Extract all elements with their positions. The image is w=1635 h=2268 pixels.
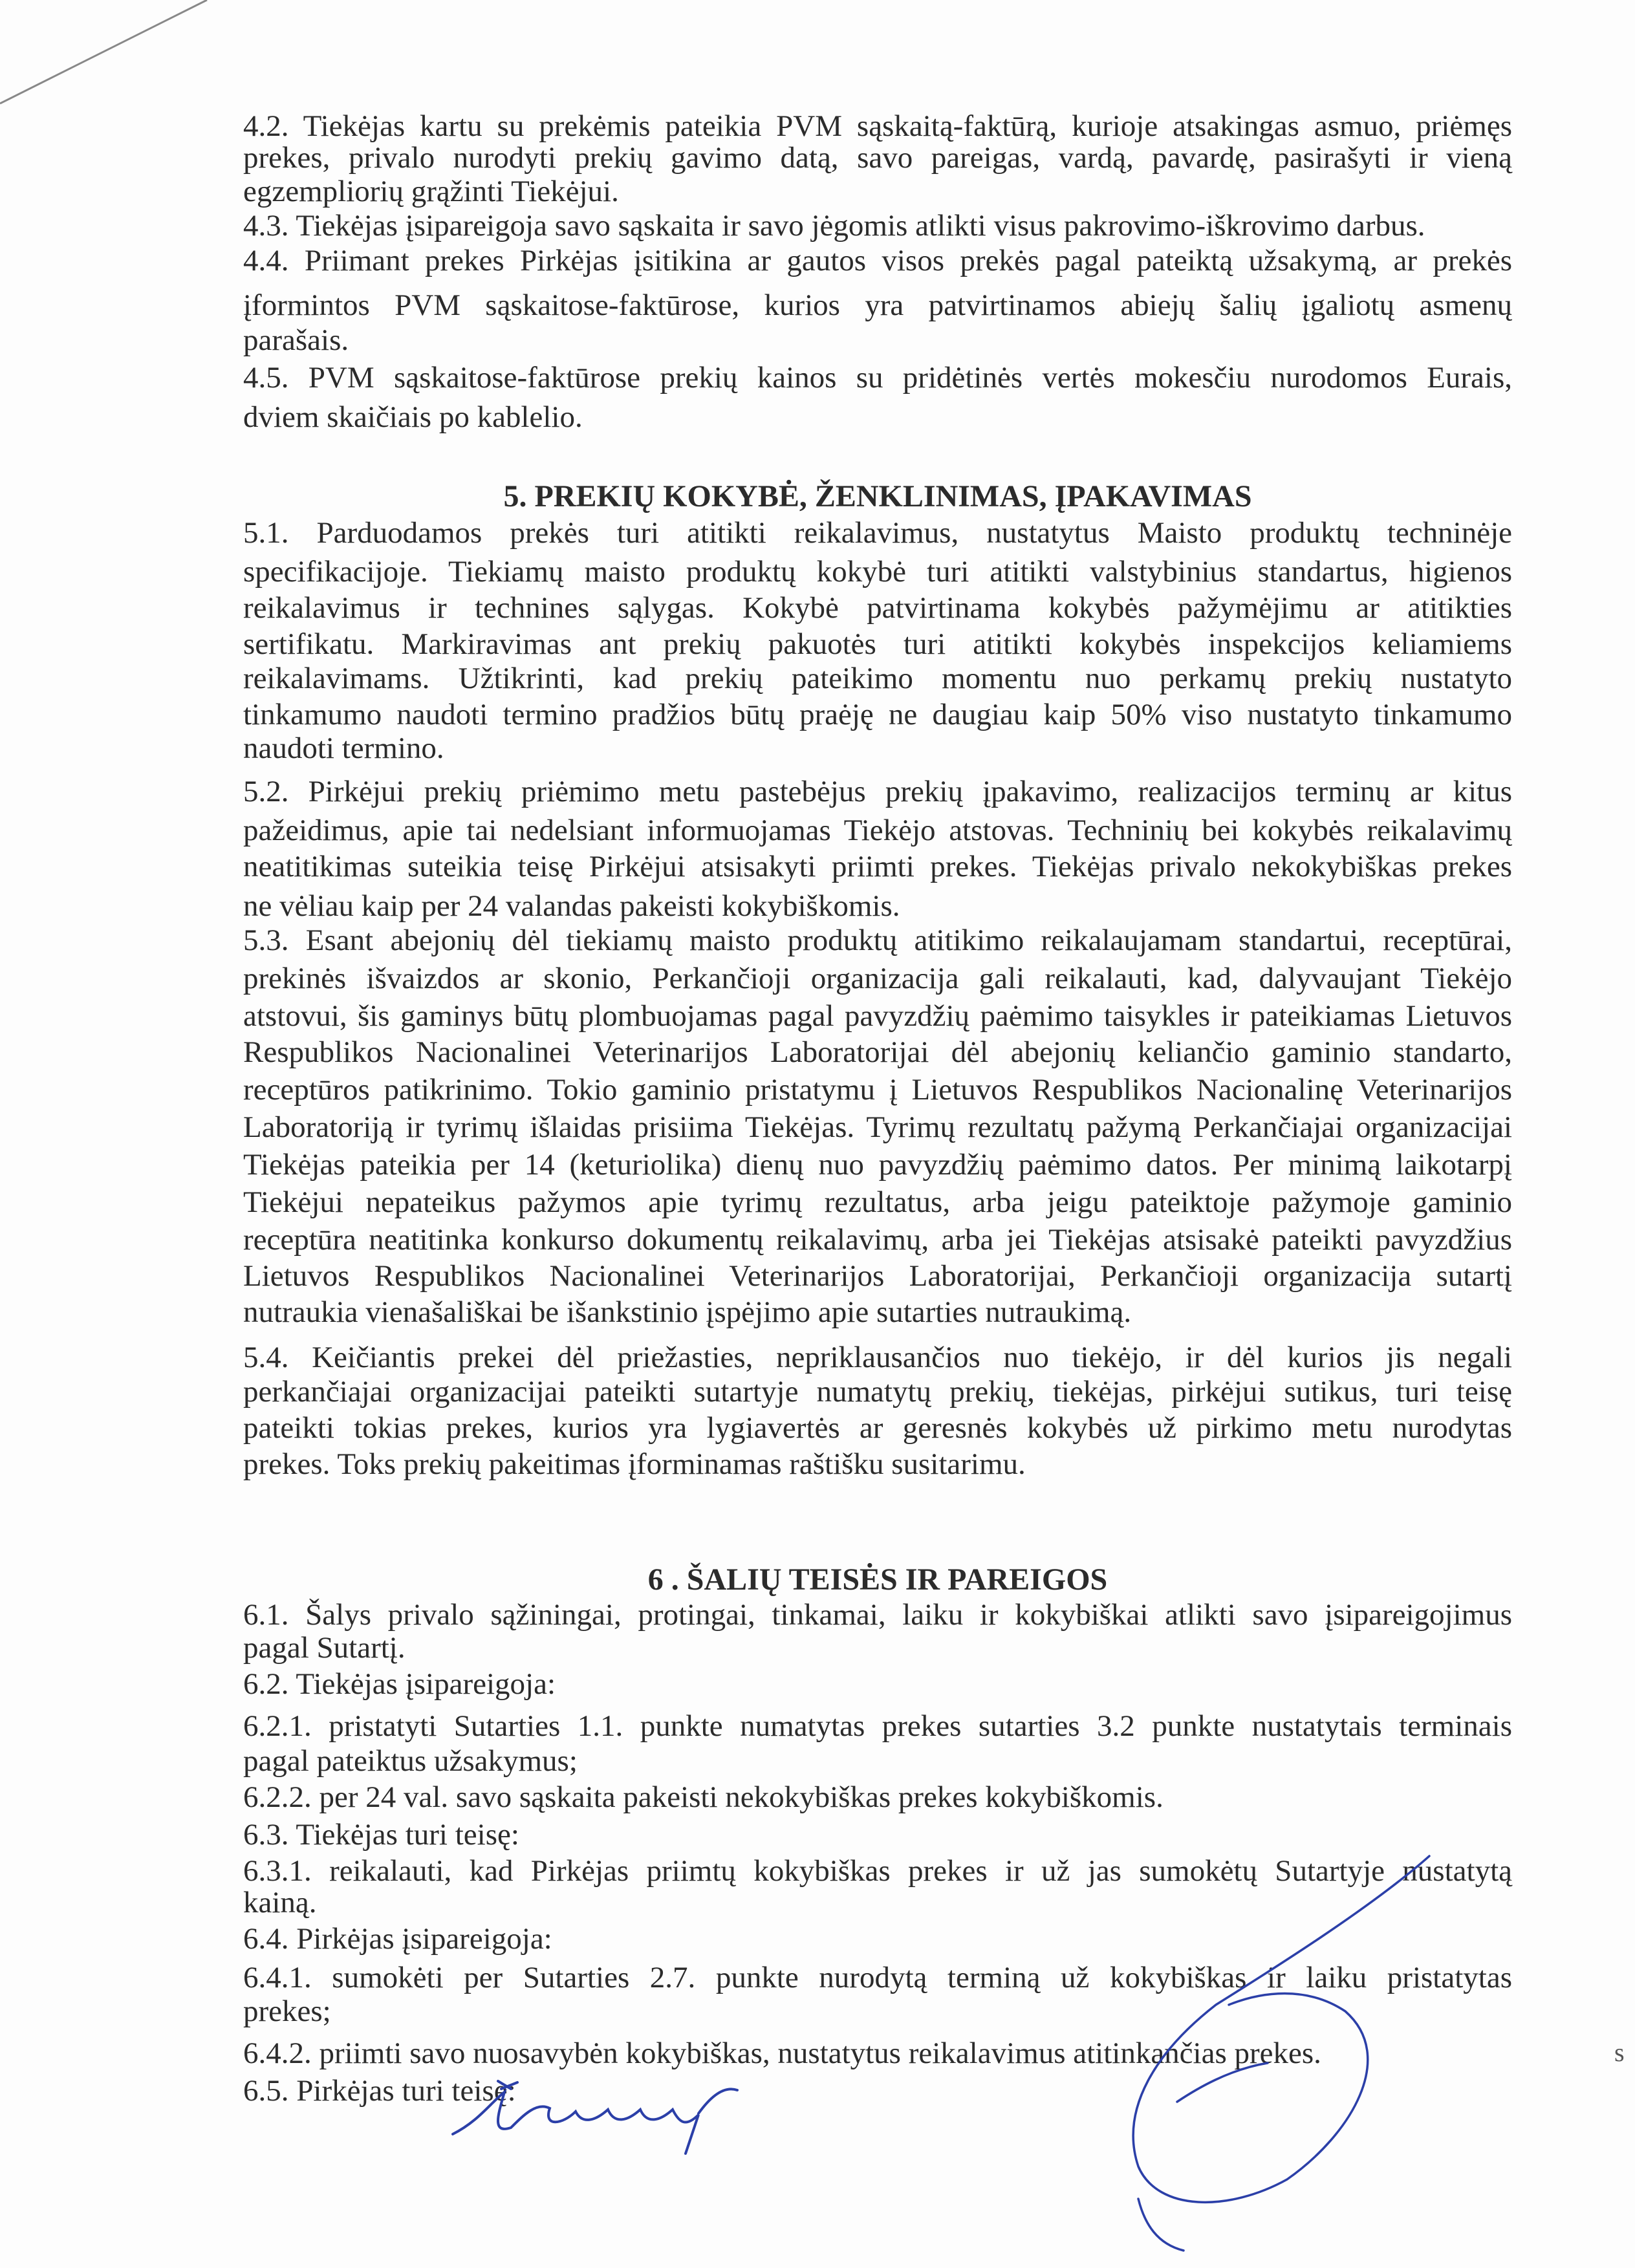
paragraph-line: Tiekėjas pateikia per 14 (keturiolika) dienų nuo pavyzdžių paėmimo datos. Per minimą laikotarpį (243, 1148, 1512, 1182)
paragraph-line: Respublikos Nacionalinei Veterinarijos Laboratorijai dėl abejonių keliančio gaminio standarto, (243, 1035, 1512, 1069)
paragraph-line: 5.2. Pirkėjui prekių priėmimo metu pastebėjus prekių įpakavimo, realizacijos terminų ar kitus (243, 775, 1512, 808)
paragraph-line: pagal pateiktus užsakymus; (243, 1744, 578, 1778)
paragraph-line: pažeidimus, apie tai nedelsiant informuojamas Tiekėjo atstovas. Techninių bei kokybės reikalavimų (243, 814, 1512, 847)
paragraph-line: neatitikimas suteikia teisę Pirkėjui atsisakyti priimti prekes. Tiekėjas privalo nekokybiškas prekes (243, 850, 1512, 883)
paragraph-line: dviem skaičiais po kablelio. (243, 400, 583, 434)
paragraph-line: atstovui, šis gaminys būtų plombuojamas pagal pavyzdžių paėmimo taisykles ir pateikiamas Lietuvos (243, 999, 1512, 1033)
paragraph-line: prekes. Toks prekių pakeitimas įforminamas raštišku susitarimu. (243, 1447, 1026, 1481)
paragraph-line: specifikacijoje. Tiekiamų maisto produktų kokybė turi atitikti valstybinius standartus, higienos (243, 555, 1512, 589)
paragraph-line: 5.1. Parduodamos prekės turi atitikti reikalavimus, nustatytus Maisto produktų techninėje (243, 516, 1512, 550)
paragraph-line: 6.3. Tiekėjas turi teisę: (243, 1818, 519, 1852)
paragraph-line: Tiekėjui nepateikus pažymos apie tyrimų rezultatus, arba jeigu pateiktoje pažymoje gaminio (243, 1185, 1512, 1219)
paragraph-line: kainą. (243, 1886, 317, 1919)
paragraph-line: 6.2.1. pristatyti Sutarties 1.1. punkte numatytas prekes sutarties 3.2 punkte nustatytais terminais (243, 1709, 1512, 1743)
paragraph-line: receptūros patikrinimo. Tokio gaminio pristatymu į Lietuvos Respublikos Nacionalinę Veterinarijos (243, 1073, 1512, 1107)
paragraph-line: įformintos PVM sąskaitose-faktūrose, kurios yra patvirtinamos abiejų šalių įgaliotų asmenų (243, 288, 1512, 322)
paragraph-line: prekes, privalo nurodyti prekių gavimo datą, savo pareigas, vardą, pavardę, pasirašyti ir vieną (243, 141, 1512, 175)
handwritten-signature-left (453, 2081, 737, 2154)
paragraph-line: 4.2. Tiekėjas kartu su prekėmis pateikia PVM sąskaitą-faktūrą, kurioje atsakingas asmuo, priėmęs (243, 109, 1512, 143)
paragraph-line: 6.4.1. sumokėti per Sutarties 2.7. punkte nurodytą terminą už kokybiškas ir laiku pristatytas (243, 1961, 1512, 1994)
paragraph-line: perkančiajai organizacijai pateikti sutartyje numatytų prekių, tiekėjas, pirkėjui sutikus, turi teisę (243, 1375, 1512, 1409)
paragraph-line: 6.5. Pirkėjas turi teisę: (243, 2074, 516, 2108)
paragraph-line: reikalavimus ir technines sąlygas. Kokybė patvirtinama kokybės pažymėjimu ar atitikties (243, 591, 1512, 625)
paragraph-line: 6.4. Pirkėjas įsipareigoja: (243, 1922, 552, 1956)
paragraph-line: sertifikatu. Markiravimas ant prekių pakuotės turi atitikti kokybės inspekcijos keliamiems (243, 627, 1512, 661)
paragraph-line: 6.3.1. reikalauti, kad Pirkėjas priimtų kokybiškas prekes ir už jas sumokėtų Sutartyje nustatytą (243, 1854, 1512, 1888)
paragraph-line: pagal Sutartį. (243, 1631, 406, 1665)
paragraph-line: 6.2. Tiekėjas įsipareigoja: (243, 1667, 556, 1701)
paragraph-line: 6.1. Šalys privalo sąžiningai, protingai, tinkamai, laiku ir kokybiškai atlikti savo įsipareigojimus (243, 1598, 1512, 1632)
paragraph-line: 6.2.2. per 24 val. savo sąskaita pakeisti nekokybiškas prekes kokybiškomis. (243, 1780, 1164, 1814)
paragraph-line: ne vėliau kaip per 24 valandas pakeisti kokybiškomis. (243, 889, 900, 923)
section-heading: 6 . ŠALIŲ TEISĖS IR PAREIGOS (647, 1562, 1108, 1597)
paragraph-line: tinkamumo naudoti termino pradžios būtų praėję ne daugiau kaip 50% viso nustatyto tinkamumo (243, 698, 1512, 731)
section-heading: 5. PREKIŲ KOKYBĖ, ŽENKLINIMAS, ĮPAKAVIMAS (503, 479, 1252, 513)
paragraph-line: receptūra neatitinka konkurso dokumentų reikalavimų, arba jei Tiekėjas atsisakė pateikti pavyzdžius (243, 1223, 1512, 1257)
paragraph-line: pateikti tokias prekes, kurios yra lygiavertės ar geresnės kokybės už pirkimo metu nurodytas (243, 1411, 1512, 1445)
paragraph-line: Lietuvos Respublikos Nacionalinei Veterinarijos Laboratorijai, Perkančioji organizacija sutartį (243, 1259, 1512, 1293)
paragraph-line: prekes; (243, 1994, 331, 2028)
paragraph-line: 5.3. Esant abejonių dėl tiekiamų maisto produktų atitikimo reikalaujamam standartui, receptūrai, (243, 923, 1512, 957)
margin-fragment: s (1614, 2038, 1625, 2067)
paragraph-line: egzempliorių grąžinti Tiekėjui. (243, 175, 619, 208)
paragraph-line: reikalavimams. Užtikrinti, kad prekių pateikimo momentu nuo perkamų prekių nustatyto (243, 662, 1512, 695)
paragraph-line: 5.4. Keičiantis prekei dėl priežasties, nepriklausančios nuo tiekėjo, ir dėl kurios jis negali (243, 1341, 1512, 1374)
paragraph-line: 6.4.2. priimti savo nuosavybėn kokybiškas, nustatytus reikalavimus atitinkančias prekes. (243, 2036, 1321, 2070)
paragraph-line: naudoti termino. (243, 731, 444, 765)
paragraph-line: parašais. (243, 323, 349, 357)
paragraph-line: Laboratoriją ir tyrimų išlaidas prisiima Tiekėjas. Tyrimų rezultatų pažymą Perkančiajai organizacijai (243, 1110, 1512, 1144)
handwritten-signature-right (1133, 1856, 1429, 2251)
paragraph-line: 4.5. PVM sąskaitose-faktūrose prekių kainos su pridėtinės vertės mokesčiu nurodomos Eurais, (243, 361, 1512, 394)
paragraph-line: nutraukia vienašališkai be išankstinio įspėjimo apie sutarties nutraukimą. (243, 1295, 1132, 1329)
paragraph-line: 4.3. Tiekėjas įsipareigoja savo sąskaita ir savo jėgomis atlikti visus pakrovimo-iškrovimo darbus. (243, 209, 1425, 243)
paragraph-line: prekinės išvaizdos ar skonio, Perkančioji organizacija gali reikalauti, kad, dalyvaujant Tiekėjo (243, 962, 1512, 995)
paragraph-line: 4.4. Priimant prekes Pirkėjas įsitikina ar gautos visos prekės pagal pateiktą užsakymą, ar prekės (243, 244, 1512, 277)
